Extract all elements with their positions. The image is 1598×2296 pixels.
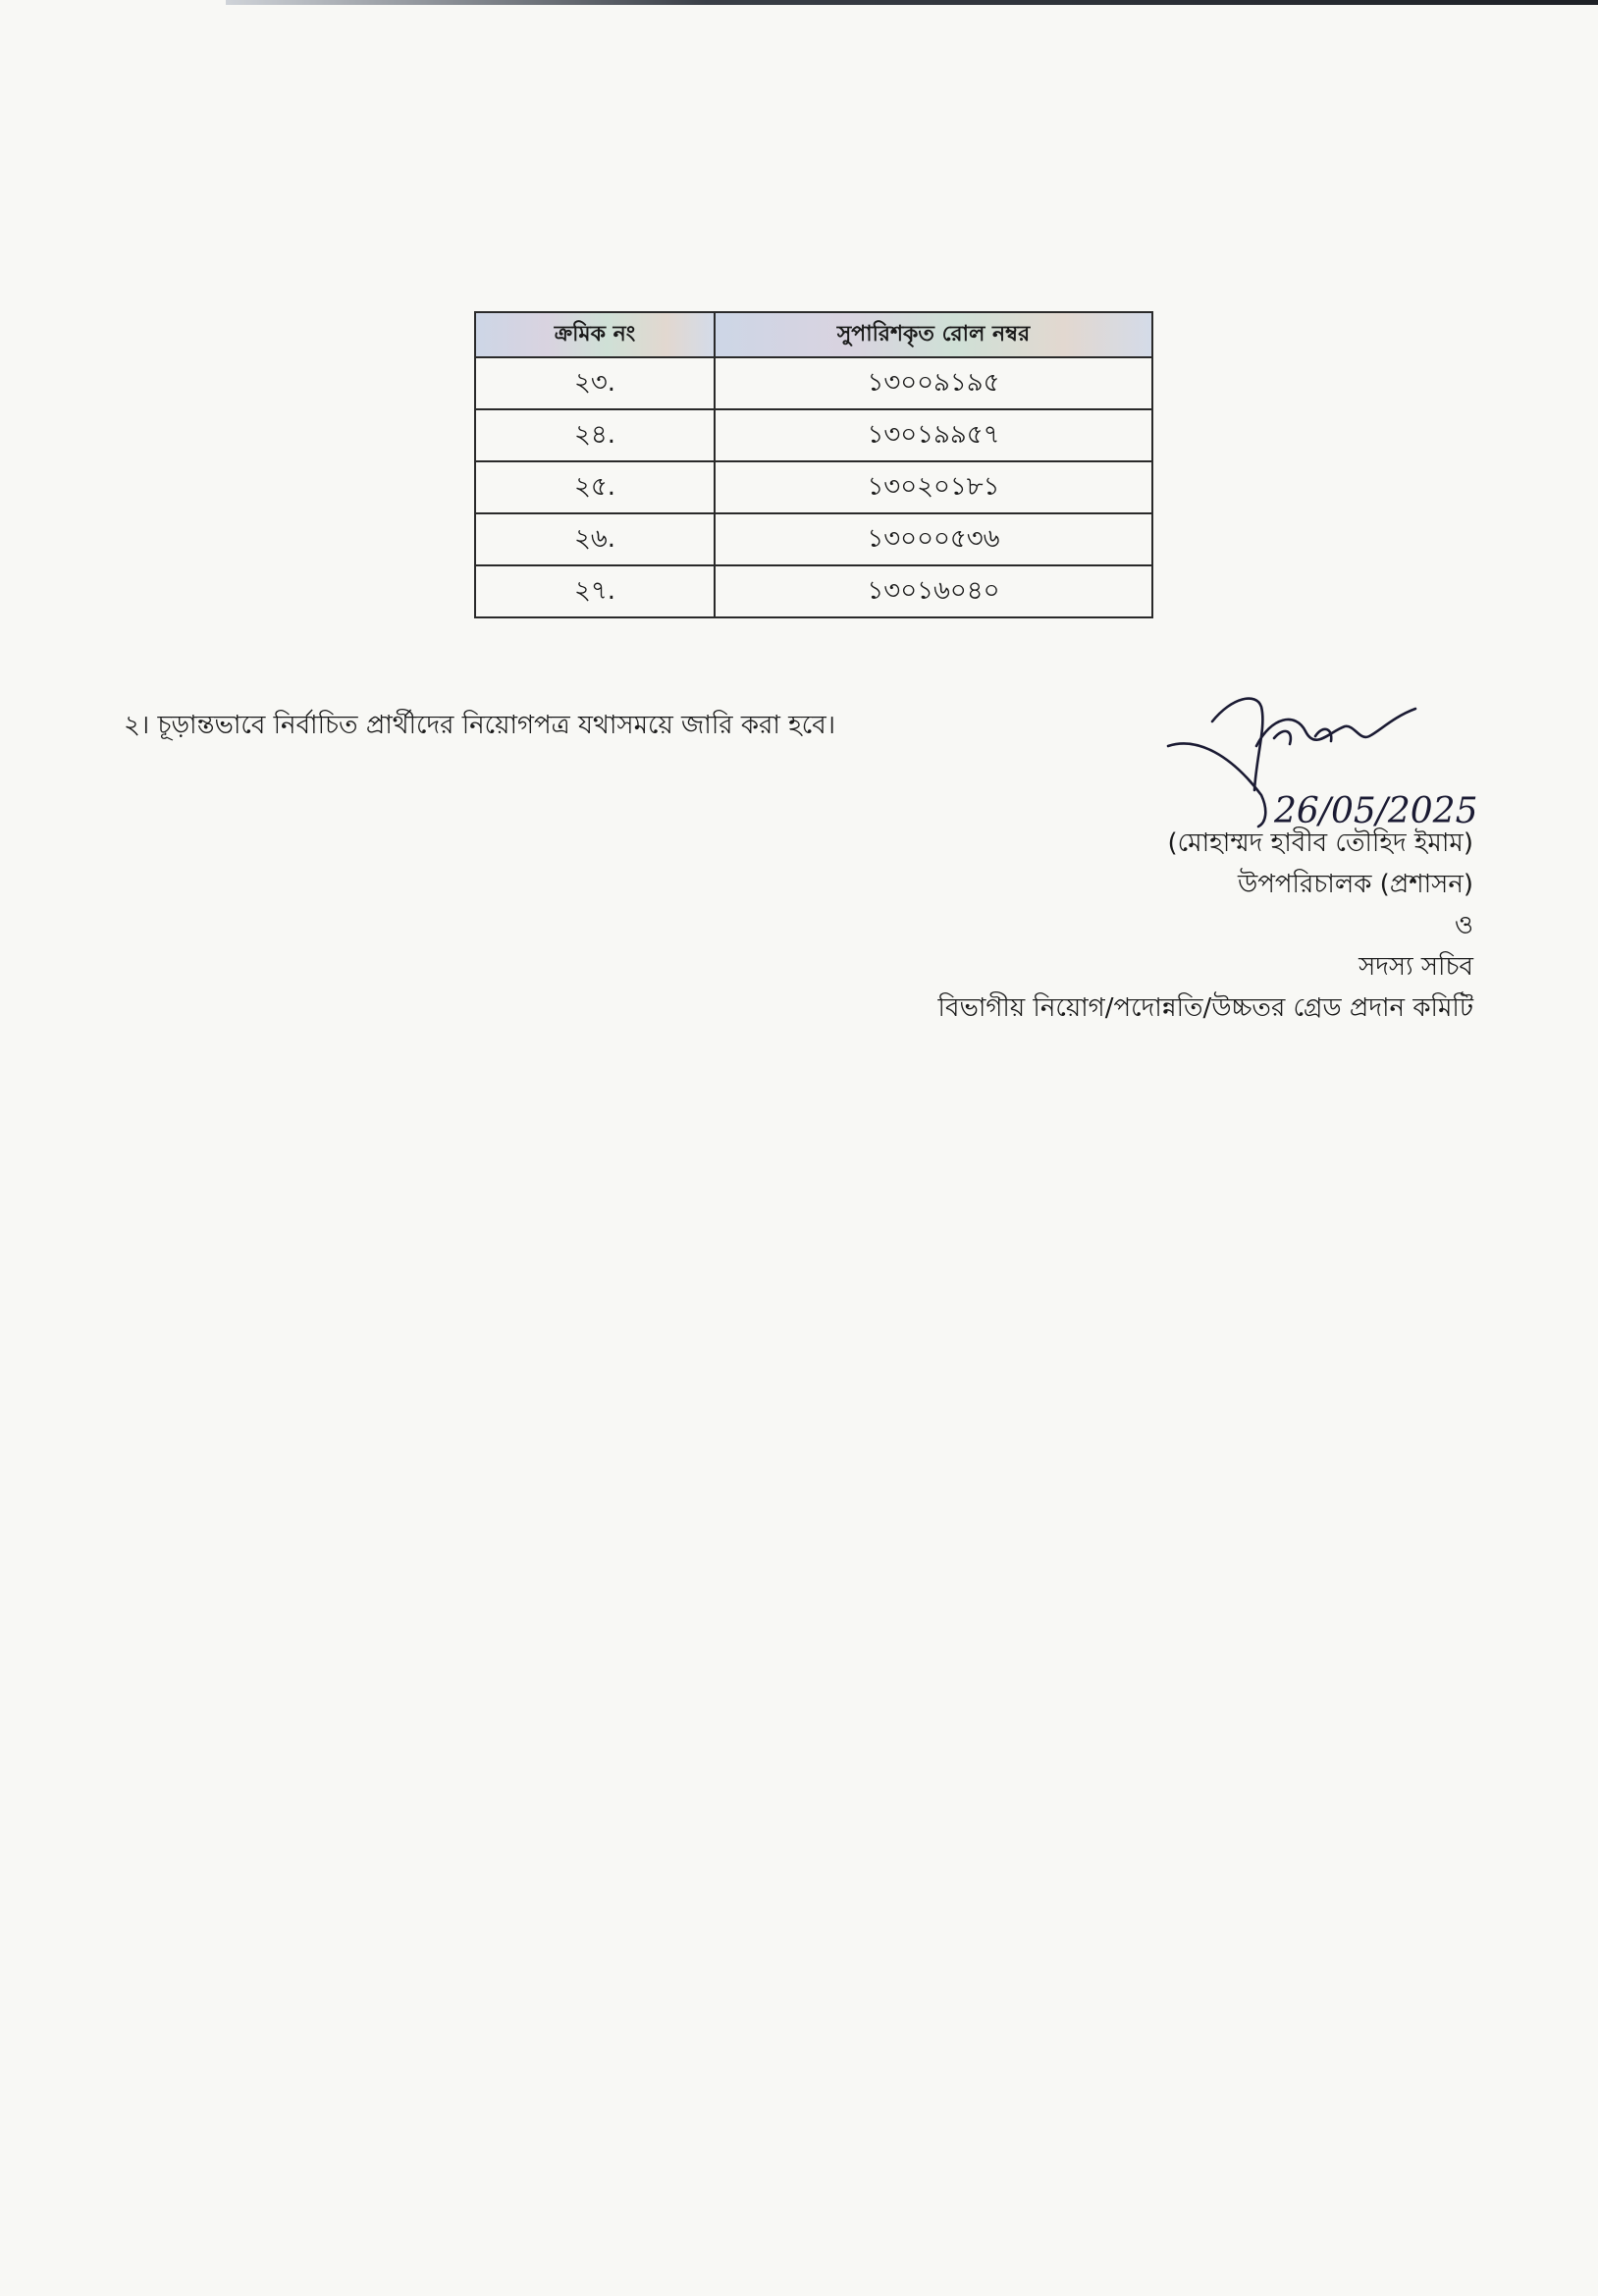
table-header-row xyxy=(475,312,1152,357)
roll-cell: ১৩০০০৫৩৬ xyxy=(715,513,1152,565)
serial-cell: ২৩. xyxy=(475,357,715,409)
serial-cell: ২৪. xyxy=(475,409,715,461)
roll-cell: ১৩০২০১৮১ xyxy=(715,461,1152,513)
appointment-note: ২। চূড়ান্তভাবে নির্বাচিত প্রার্থীদের নিয়োগপত্র যথাসময়ে জারি করা হবে। xyxy=(124,711,836,740)
serial-cell: ২৫. xyxy=(475,461,715,513)
table-row xyxy=(475,357,1152,409)
signatory-conjunction: ও xyxy=(1454,911,1473,940)
roll-cell: ১৩০০৯১৯৫ xyxy=(715,357,1152,409)
signatory-designation: উপপরিচালক (প্রশাসন) xyxy=(1237,870,1473,899)
recommended-roll-table xyxy=(474,311,1153,618)
signatory-block xyxy=(938,823,1473,1029)
signature-date: 26/05/2025 xyxy=(1274,791,1478,831)
signatory-committee: বিভাগীয় নিয়োগ/পদোন্নতি/উচ্চতর গ্রেড প্রদান কমিটি xyxy=(937,993,1473,1023)
serial-cell: ২৬. xyxy=(475,513,715,565)
table-row xyxy=(475,409,1152,461)
roll-cell: ১৩০১৯৯৫৭ xyxy=(715,409,1152,461)
signatory-name: (মোহাম্মদ হাবীব তৌহিদ ইমাম) xyxy=(1167,828,1473,858)
table-row xyxy=(475,513,1152,565)
signatory-role: সদস্য সচিব xyxy=(1358,952,1473,982)
serial-cell: ২৭. xyxy=(475,565,715,617)
column-header-roll: সুপারিশকৃত রোল নম্বর xyxy=(715,312,1152,357)
column-header-serial: ক্রমিক নং xyxy=(475,312,715,357)
top-edge-shadow xyxy=(226,0,1598,5)
roll-cell: ১৩০১৬০৪০ xyxy=(715,565,1152,617)
handwritten-signature xyxy=(1158,687,1492,834)
table-row xyxy=(475,461,1152,513)
table-row xyxy=(475,565,1152,617)
